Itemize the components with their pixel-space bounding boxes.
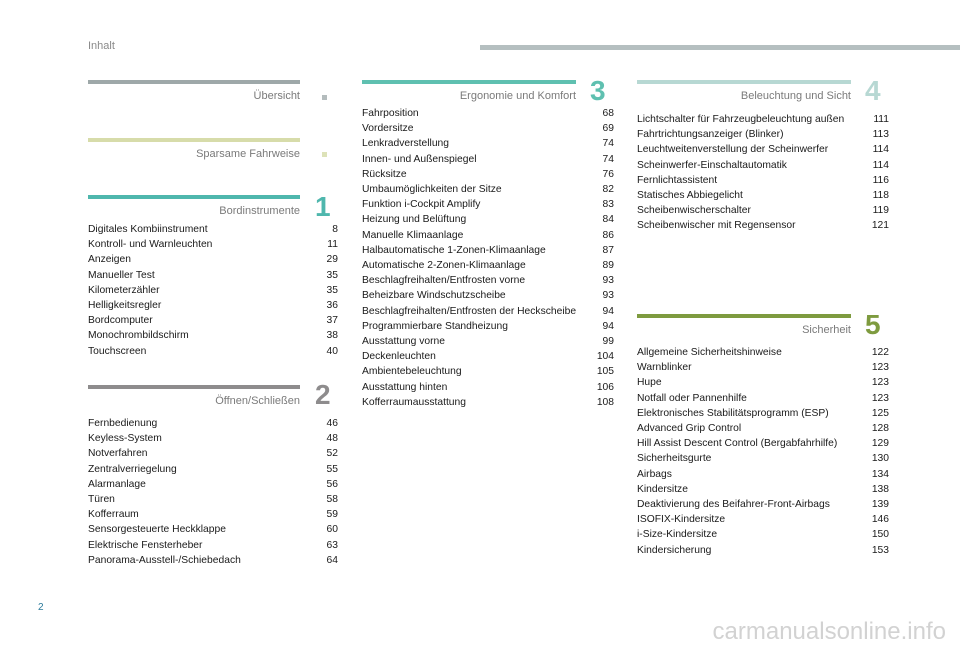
section-bar <box>637 80 851 84</box>
toc-entry[interactable] <box>362 349 614 364</box>
toc-entry-title: Keyless-System <box>88 433 162 445</box>
toc-entry-page: 63 <box>326 539 338 551</box>
toc-entry-page: 55 <box>326 463 338 475</box>
section-title: Öffnen/Schließen <box>215 395 300 407</box>
section-bar <box>88 385 300 389</box>
section-number: 3 <box>590 75 606 106</box>
toc-entry-page: 56 <box>326 478 338 490</box>
toc-entry[interactable] <box>362 167 614 182</box>
section-ergonomie-komfort <box>362 75 614 410</box>
toc-entry-page: 130 <box>871 453 889 465</box>
toc-entry-title: Leuchtweitenverstellung der Scheinwerfer <box>637 144 829 156</box>
section-number: 5 <box>865 309 881 340</box>
toc-entry-page: 94 <box>602 320 614 332</box>
toc-list <box>362 106 614 410</box>
toc-entry[interactable] <box>362 364 614 379</box>
toc-entry-title: Bordcomputer <box>88 315 153 327</box>
toc-entry-title: ISOFIX-Kindersitze <box>637 514 726 526</box>
toc-entry-title: Statisches Abbiegelicht <box>637 190 743 202</box>
toc-entry-page: 114 <box>872 144 889 156</box>
toc-entry[interactable] <box>637 158 889 173</box>
toc-entry-title: Digitales Kombiinstrument <box>88 224 208 235</box>
toc-entry-title: Kofferraumausstattung <box>362 396 466 408</box>
toc-entry[interactable] <box>88 522 338 537</box>
toc-entry[interactable] <box>88 313 338 328</box>
section-uebersicht[interactable] <box>88 80 300 103</box>
toc-entry-page: 113 <box>872 129 889 141</box>
toc-entry-page: 36 <box>326 300 338 312</box>
toc-entry-page: 134 <box>871 468 889 480</box>
toc-entry[interactable] <box>362 258 614 273</box>
toc-entry-title: Advanced Grip Control <box>637 423 742 435</box>
toc-entry-title: Beschlagfreihalten/Entfrosten der Heckscheibe <box>362 305 577 317</box>
toc-entry[interactable] <box>362 212 614 227</box>
toc-entry-page: 8 <box>332 224 338 235</box>
toc-entry-page: 121 <box>871 220 889 232</box>
header-bar <box>480 45 960 50</box>
section-bar <box>362 80 576 84</box>
section-sicherheit <box>637 309 889 558</box>
toc-entry[interactable] <box>88 462 338 477</box>
toc-list <box>88 222 338 359</box>
toc-entry-page: 123 <box>871 362 889 374</box>
toc-entry[interactable] <box>88 328 338 343</box>
toc-entry-page: 139 <box>871 499 889 511</box>
toc-entry-title: Kofferraum <box>88 509 139 521</box>
toc-entry[interactable] <box>637 451 889 466</box>
toc-entry[interactable] <box>637 527 889 542</box>
toc-entry[interactable] <box>637 497 889 512</box>
toc-entry[interactable] <box>362 197 614 212</box>
toc-entry[interactable] <box>637 375 889 390</box>
toc-entry[interactable] <box>637 512 889 527</box>
toc-entry[interactable] <box>362 380 614 395</box>
toc-entry-page: 104 <box>596 351 614 363</box>
toc-entry[interactable] <box>88 268 338 283</box>
toc-entry[interactable] <box>362 243 614 258</box>
toc-entry-title: Beheizbare Windschutzscheibe <box>362 290 506 302</box>
toc-entry[interactable] <box>362 106 614 121</box>
toc-entry-page: 82 <box>602 184 614 196</box>
toc-entry-page: 125 <box>871 407 889 419</box>
section-title: Ergonomie und Komfort <box>459 90 576 102</box>
toc-entry[interactable] <box>88 252 338 267</box>
section-oeffnen-schliessen <box>88 379 338 568</box>
toc-entry-title: Türen <box>88 494 115 506</box>
toc-entry-page: 74 <box>602 153 614 165</box>
toc-entry-page: 93 <box>602 275 614 287</box>
toc-entry[interactable] <box>362 395 614 410</box>
toc-entry-title: Kilometerzähler <box>88 284 160 296</box>
toc-entry[interactable] <box>637 391 889 406</box>
toc-entry-page: 11 <box>327 239 338 251</box>
toc-entry-title: Ausstattung hinten <box>362 381 448 393</box>
section-bar <box>88 195 300 199</box>
toc-entry[interactable] <box>88 237 338 252</box>
toc-entry-title: Deckenleuchten <box>362 351 436 363</box>
toc-entry-page: 119 <box>872 205 889 217</box>
toc-list <box>637 112 889 234</box>
toc-entry-page: 108 <box>596 396 614 408</box>
toc-entry[interactable] <box>88 507 338 522</box>
toc-entry-page: 38 <box>326 330 338 342</box>
toc-entry-page: 35 <box>326 269 338 281</box>
toc-entry-page: 64 <box>326 554 338 566</box>
section-title: Sparsame Fahrweise <box>196 148 300 160</box>
toc-entry-title: Hupe <box>637 377 662 389</box>
toc-entry[interactable] <box>362 228 614 243</box>
toc-entry[interactable] <box>362 121 614 136</box>
toc-entry[interactable] <box>637 127 889 142</box>
toc-entry-title: Automatische 2-Zonen-Klimaanlage <box>362 260 526 272</box>
toc-list <box>637 345 889 558</box>
toc-entry[interactable] <box>88 477 338 492</box>
toc-entry[interactable] <box>88 431 338 446</box>
toc-entry-page: 89 <box>602 260 614 272</box>
toc-entry[interactable] <box>362 304 614 319</box>
section-bordinstrumente <box>88 191 338 359</box>
toc-entry-title: Helligkeitsregler <box>88 300 162 312</box>
toc-entry[interactable] <box>88 538 338 553</box>
section-bar <box>637 314 851 318</box>
toc-entry-page: 123 <box>871 392 889 404</box>
toc-entry-page: 60 <box>326 524 338 536</box>
toc-entry-page: 111 <box>873 114 889 125</box>
toc-entry[interactable] <box>362 182 614 197</box>
toc-entry-title: Ausstattung vorne <box>362 336 445 348</box>
toc-entry-page: 122 <box>871 347 889 358</box>
toc-entry-title: Touchscreen <box>88 345 147 357</box>
toc-entry[interactable] <box>637 360 889 375</box>
toc-entry[interactable] <box>88 553 338 568</box>
toc-entry-page: 29 <box>326 254 338 266</box>
toc-entry-title: Notverfahren <box>88 448 148 460</box>
toc-entry-title: Innen- und Außenspiegel <box>362 153 477 165</box>
section-bar <box>88 80 300 84</box>
toc-entry-page: 87 <box>602 244 614 256</box>
toc-entry-page: 106 <box>596 381 614 393</box>
toc-entry-title: Warnblinker <box>637 362 692 374</box>
toc-entry-page: 146 <box>871 514 889 526</box>
toc-entry-page: 105 <box>596 366 614 378</box>
section-title: Übersicht <box>253 90 300 102</box>
toc-entry-page: 68 <box>602 108 614 119</box>
toc-entry-title: Fahrposition <box>362 108 419 119</box>
toc-entry-title: Notfall oder Pannenhilfe <box>637 392 747 404</box>
toc-entry[interactable] <box>362 273 614 288</box>
toc-entry-title: Lichtschalter für Fahrzeugbeleuchtung außen <box>637 114 845 125</box>
section-marker-dot <box>322 152 327 157</box>
toc-entry-title: Fernbedienung <box>88 418 158 429</box>
toc-entry-title: Manueller Test <box>88 269 155 281</box>
toc-entry-title: Manuelle Klimaanlage <box>362 229 464 241</box>
toc-entry[interactable] <box>88 446 338 461</box>
toc-entry-page: 35 <box>326 284 338 296</box>
toc-entry-title: Scheinwerfer-Einschaltautomatik <box>637 159 787 171</box>
toc-entry[interactable] <box>362 319 614 334</box>
toc-entry-title: i-Size-Kindersitze <box>637 529 718 541</box>
page-number: 2 <box>38 602 44 613</box>
toc-entry-title: Lenkradverstellung <box>362 138 450 150</box>
toc-entry-title: Kindersicherung <box>637 544 712 556</box>
toc-entry-page: 150 <box>871 529 889 541</box>
toc-entry-page: 58 <box>326 494 338 506</box>
section-sparsame-fahrweise[interactable] <box>88 138 300 161</box>
toc-entry[interactable] <box>88 222 338 237</box>
toc-entry[interactable] <box>637 421 889 436</box>
section-beleuchtung-sicht <box>637 75 889 234</box>
toc-entry-page: 114 <box>872 159 889 171</box>
toc-entry-title: Vordersitze <box>362 123 414 135</box>
toc-entry-page: 94 <box>602 305 614 317</box>
toc-entry[interactable] <box>637 406 889 421</box>
toc-entry[interactable] <box>88 283 338 298</box>
toc-entry-title: Sicherheitsgurte <box>637 453 712 465</box>
toc-entry-page: 138 <box>871 483 889 495</box>
toc-entry-title: Scheibenwischerschalter <box>637 205 751 217</box>
toc-entry-page: 69 <box>602 123 614 135</box>
toc-entry-title: Scheibenwischer mit Regensensor <box>637 220 796 232</box>
toc-entry-page: 118 <box>872 190 889 202</box>
watermark: carmanualsonline.info <box>712 618 946 645</box>
toc-entry-page: 153 <box>871 544 889 556</box>
section-title: Bordinstrumente <box>219 205 300 217</box>
toc-entry[interactable] <box>637 203 889 218</box>
section-title: Sicherheit <box>802 324 851 336</box>
toc-entry-page: 40 <box>326 345 338 357</box>
toc-entry[interactable] <box>637 467 889 482</box>
toc-entry-title: Zentralverriegelung <box>88 463 177 475</box>
toc-entry[interactable] <box>88 416 338 431</box>
toc-entry-page: 93 <box>602 290 614 302</box>
toc-entry[interactable] <box>88 298 338 313</box>
toc-entry-title: Beschlagfreihalten/Entfrosten vorne <box>362 275 526 287</box>
section-bar <box>88 138 300 142</box>
toc-entry-title: Hill Assist Descent Control (Bergabfahrhilfe) <box>637 438 838 450</box>
toc-entry-page: 83 <box>602 199 614 211</box>
toc-entry-page: 37 <box>326 315 338 327</box>
toc-entry-title: Alarmanlage <box>88 478 146 490</box>
toc-entry-title: Kontroll- und Warnleuchten <box>88 239 213 251</box>
toc-entry-page: 99 <box>602 336 614 348</box>
section-title: Beleuchtung und Sicht <box>740 90 851 102</box>
toc-list <box>88 416 338 568</box>
toc-entry-page: 86 <box>602 229 614 241</box>
toc-entry[interactable] <box>88 492 338 507</box>
toc-entry-title: Airbags <box>637 468 672 480</box>
toc-entry[interactable] <box>637 218 889 233</box>
toc-entry-title: Kindersitze <box>637 483 688 495</box>
section-number: 2 <box>315 379 331 410</box>
toc-entry[interactable] <box>362 152 614 167</box>
toc-entry-title: Ambientebeleuchtung <box>362 366 462 378</box>
toc-entry-page: 46 <box>326 418 338 429</box>
toc-entry-title: Elektronisches Stabilitätsprogramm (ESP) <box>637 407 829 419</box>
toc-entry-title: Sensorgesteuerte Heckklappe <box>88 524 226 536</box>
toc-entry[interactable] <box>362 334 614 349</box>
toc-entry-title: Funktion i-Cockpit Amplify <box>362 199 481 211</box>
toc-entry[interactable] <box>88 344 338 359</box>
toc-entry-title: Fernlichtassistent <box>637 174 718 186</box>
header-label: Inhalt <box>88 40 115 52</box>
toc-entry[interactable] <box>637 482 889 497</box>
toc-entry-title: Halbautomatische 1-Zonen-Klimaanlage <box>362 244 546 256</box>
toc-entry[interactable] <box>637 112 889 127</box>
section-number: 1 <box>315 191 331 222</box>
toc-entry[interactable] <box>362 136 614 151</box>
section-marker-dot <box>322 95 327 100</box>
toc-entry-title: Elektrische Fensterheber <box>88 539 203 551</box>
toc-entry-page: 48 <box>326 433 338 445</box>
toc-entry-title: Anzeigen <box>88 254 131 266</box>
toc-entry-page: 116 <box>872 174 889 186</box>
toc-entry[interactable] <box>637 142 889 157</box>
toc-entry-page: 128 <box>871 423 889 435</box>
toc-entry-page: 74 <box>602 138 614 150</box>
toc-entry[interactable] <box>637 345 889 360</box>
toc-entry-title: Fahrtrichtungsanzeiger (Blinker) <box>637 129 784 141</box>
toc-entry-title: Deaktivierung des Beifahrer-Front-Airbags <box>637 499 830 511</box>
toc-entry-title: Rücksitze <box>362 168 407 180</box>
toc-entry[interactable] <box>362 288 614 303</box>
toc-entry-title: Panorama-Ausstell-/Schiebedach <box>88 554 241 566</box>
toc-entry-page: 59 <box>326 509 338 521</box>
toc-entry-page: 52 <box>326 448 338 460</box>
toc-entry[interactable] <box>637 543 889 558</box>
toc-entry-title: Programmierbare Standheizung <box>362 320 508 332</box>
toc-entry[interactable] <box>637 188 889 203</box>
section-number: 4 <box>865 75 881 106</box>
toc-entry[interactable] <box>637 436 889 451</box>
toc-entry-title: Allgemeine Sicherheitshinweise <box>637 347 782 358</box>
toc-entry[interactable] <box>637 173 889 188</box>
toc-entry-page: 129 <box>871 438 889 450</box>
toc-entry-page: 123 <box>871 377 889 389</box>
toc-entry-page: 84 <box>602 214 614 226</box>
toc-entry-title: Heizung und Belüftung <box>362 214 467 226</box>
toc-entry-page: 76 <box>602 168 614 180</box>
toc-entry-title: Umbaumöglichkeiten der Sitze <box>362 184 502 196</box>
toc-entry-title: Monochrombildschirm <box>88 330 189 342</box>
